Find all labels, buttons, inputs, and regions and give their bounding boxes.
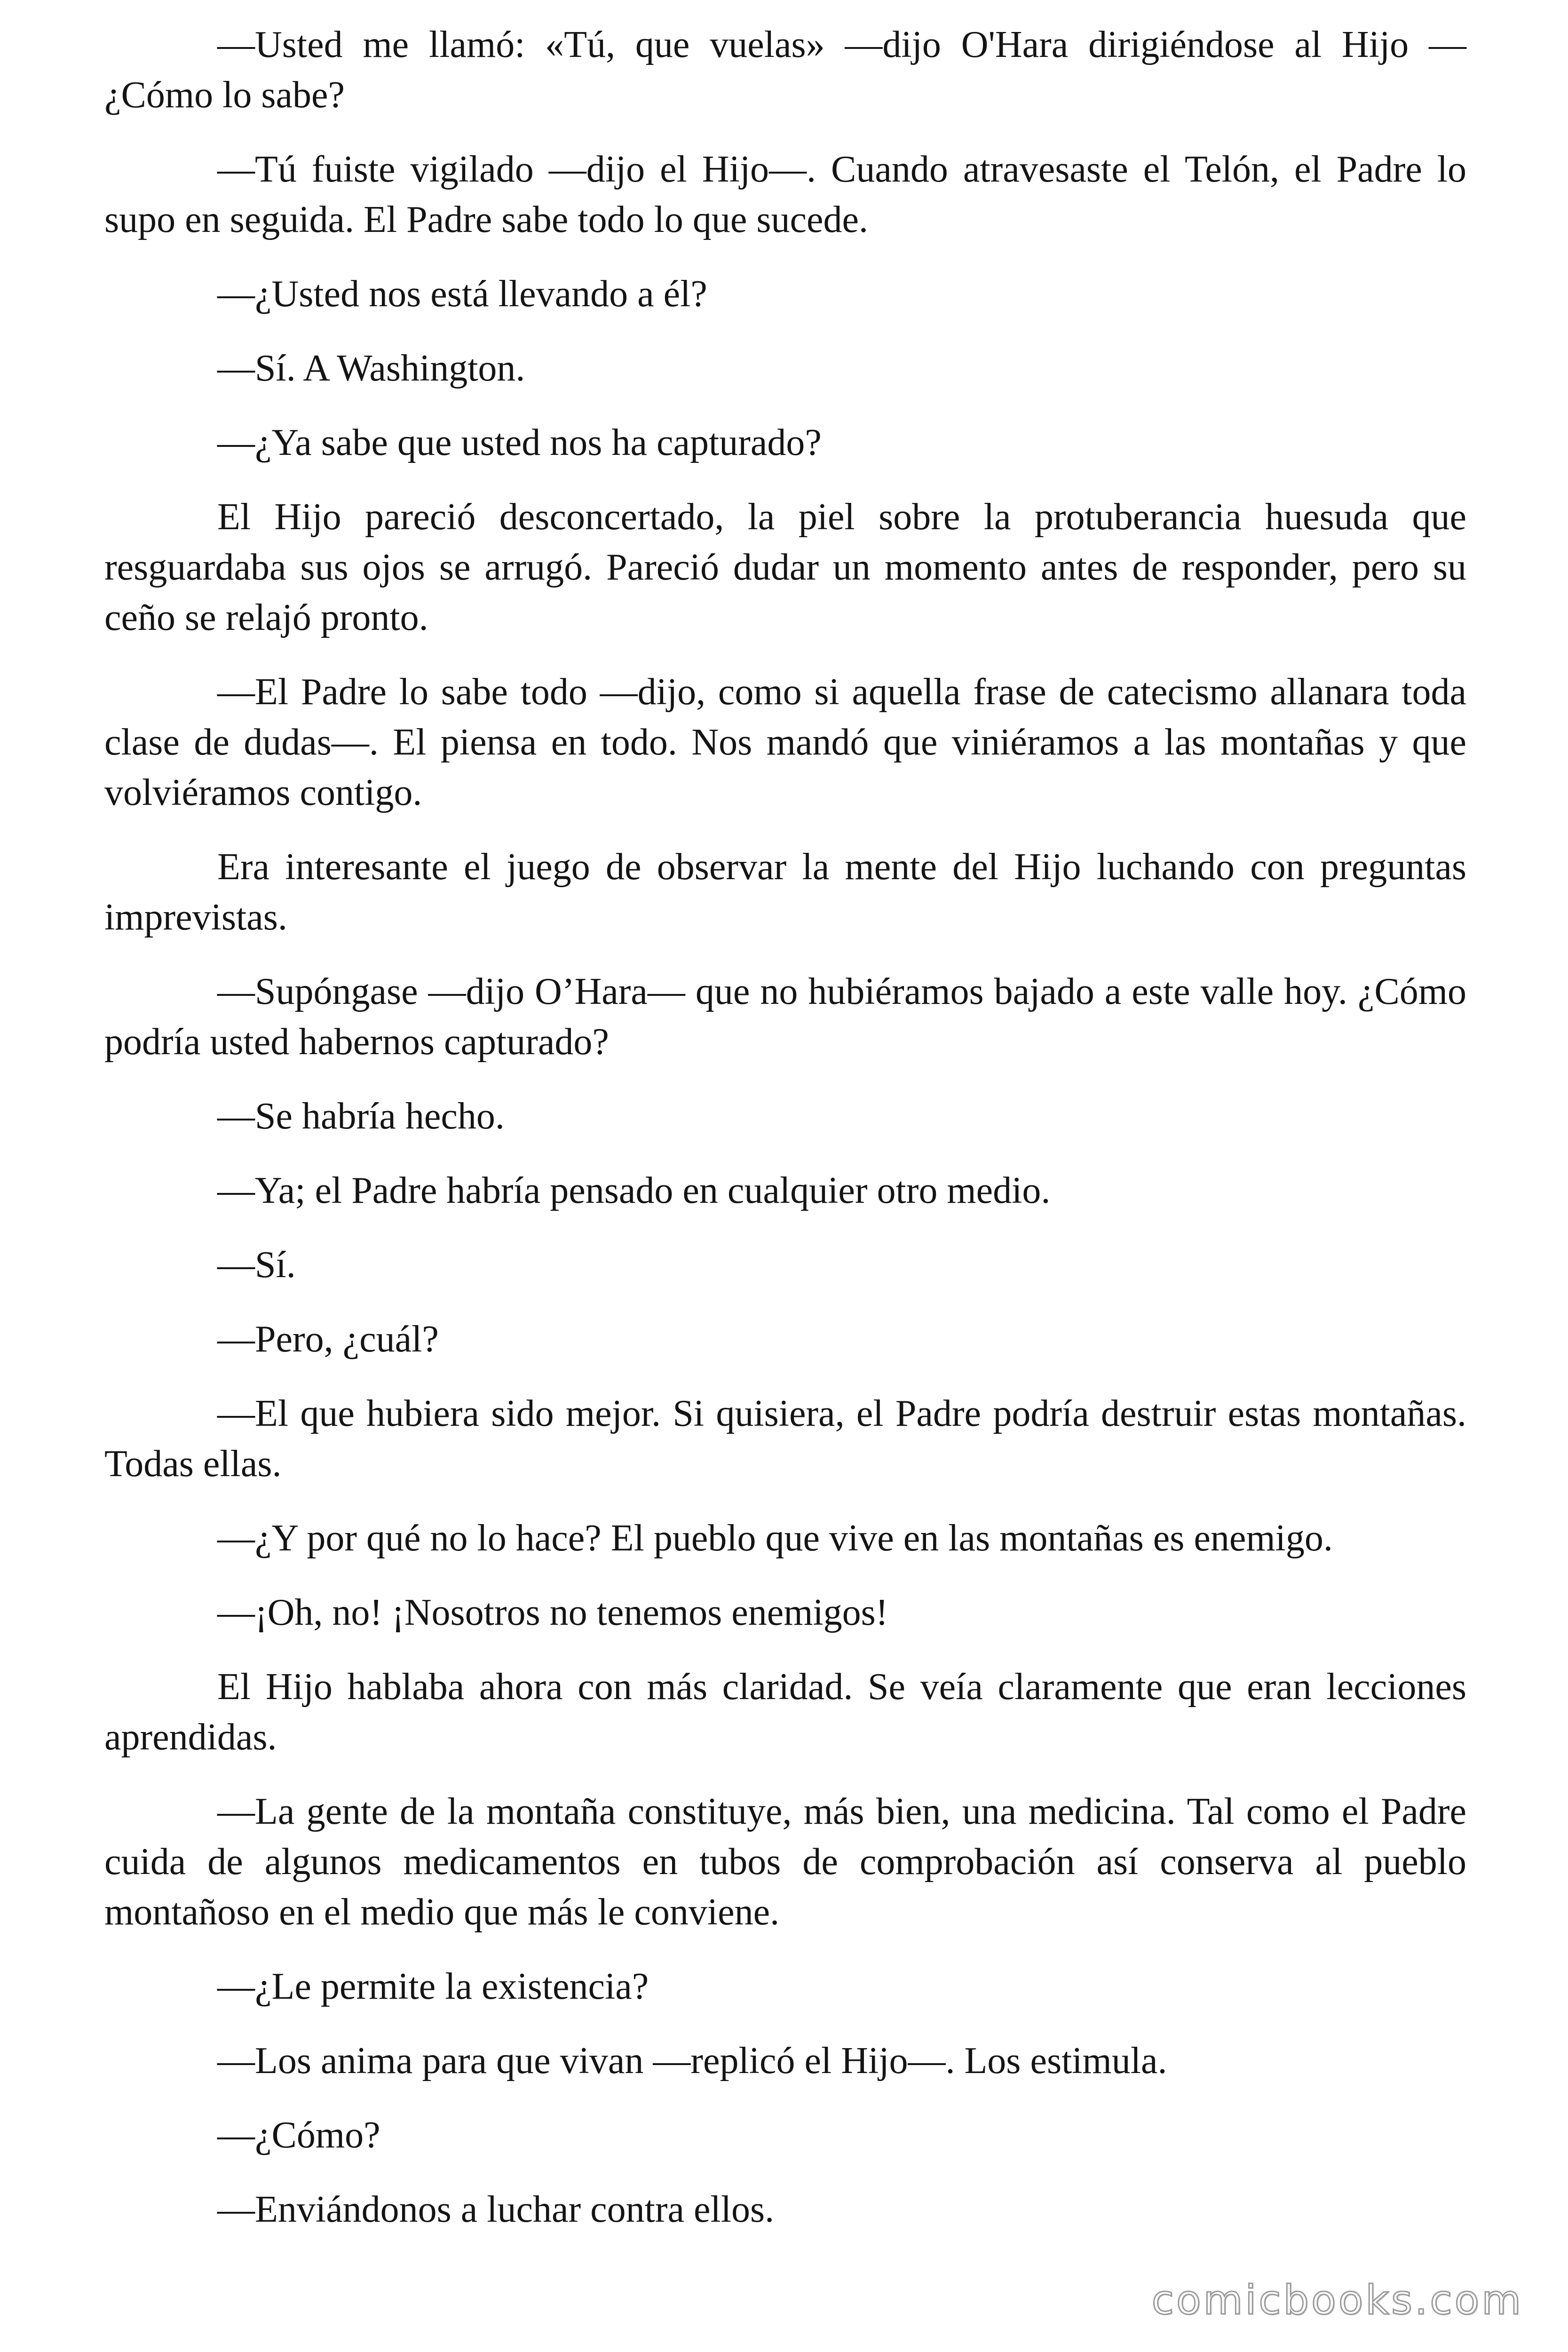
watermark-logo: comicbooks.com [1151, 2277, 1523, 2324]
paragraph-19: —¿Le permite la existencia? [217, 1966, 649, 2007]
paragraph-14: —El que hubiera sido mejor. Si quisiera, el Padre podría destruir estas montañas. Todas ellas. [104, 1393, 1466, 1485]
paragraph-1: —Usted me llamó: «Tú, que vuelas» —dijo O'Hara dirigiéndose al Hijo — ¿Cómo lo sabe? [104, 24, 1466, 116]
document-page [104, 20, 1466, 2259]
paragraph-16: —¡Oh, no! ¡Nosotros no tenemos enemigos! [217, 1592, 888, 1633]
paragraph-2: —Tú fuiste vigilado —dijo el Hijo—. Cuando atravesaste el Telón, el Padre lo supo en seguida. El Padre sabe todo lo que sucede. [104, 149, 1466, 240]
paragraph-9: —Supóngase —dijo O’Hara— que no hubiéramos bajado a este valle hoy. ¿Cómo podría usted habernos capturado? [104, 971, 1466, 1063]
paragraph-8: Era interesante el juego de observar la mente del Hijo luchando con preguntas imprevistas. [104, 846, 1466, 938]
paragraph-22: —Enviándonos a luchar contra ellos. [217, 2189, 775, 2230]
paragraph-12: —Sí. [217, 1244, 296, 1286]
paragraph-10: —Se habría hecho. [217, 1096, 505, 1137]
paragraph-7: —El Padre lo sabe todo —dijo, como si aquella frase de catecismo allanara toda clase de dudas—. El piensa en todo. Nos mandó que viniéramos a las montañas y que volviéramos contigo. [104, 671, 1466, 813]
paragraph-11: —Ya; el Padre habría pensado en cualquier otro medio. [217, 1170, 1051, 1211]
paragraph-17: El Hijo hablaba ahora con más claridad. Se veía claramente que eran lecciones aprendidas. [104, 1666, 1466, 1758]
paragraph-5: —¿Ya sabe que usted nos ha capturado? [217, 422, 822, 463]
paragraph-4: —Sí. A Washington. [217, 348, 525, 389]
paragraph-6: El Hijo pareció desconcertado, la piel sobre la protuberancia huesuda que resguardaba sus ojos se arrugó. Pareció dudar un momento antes de responder, pero su ceño se relajó pronto. [104, 496, 1466, 638]
paragraph-21: —¿Cómo? [217, 2114, 380, 2156]
paragraph-15: —¿Y por qué no lo hace? El pueblo que vive en las montañas es enemigo. [217, 1518, 1333, 1559]
paragraph-20: —Los anima para que vivan —replicó el Hijo—. Los estimula. [217, 2040, 1167, 2082]
paragraph-3: —¿Usted nos está llevando a él? [217, 273, 707, 315]
paragraph-18: —La gente de la montaña constituye, más bien, una medicina. Tal como el Padre cuida de algunos medicamentos en tubos de comprobación así conserva al pueblo montañoso en el medio que más le conviene. [104, 1791, 1466, 1933]
paragraph-13: —Pero, ¿cuál? [217, 1319, 439, 1360]
